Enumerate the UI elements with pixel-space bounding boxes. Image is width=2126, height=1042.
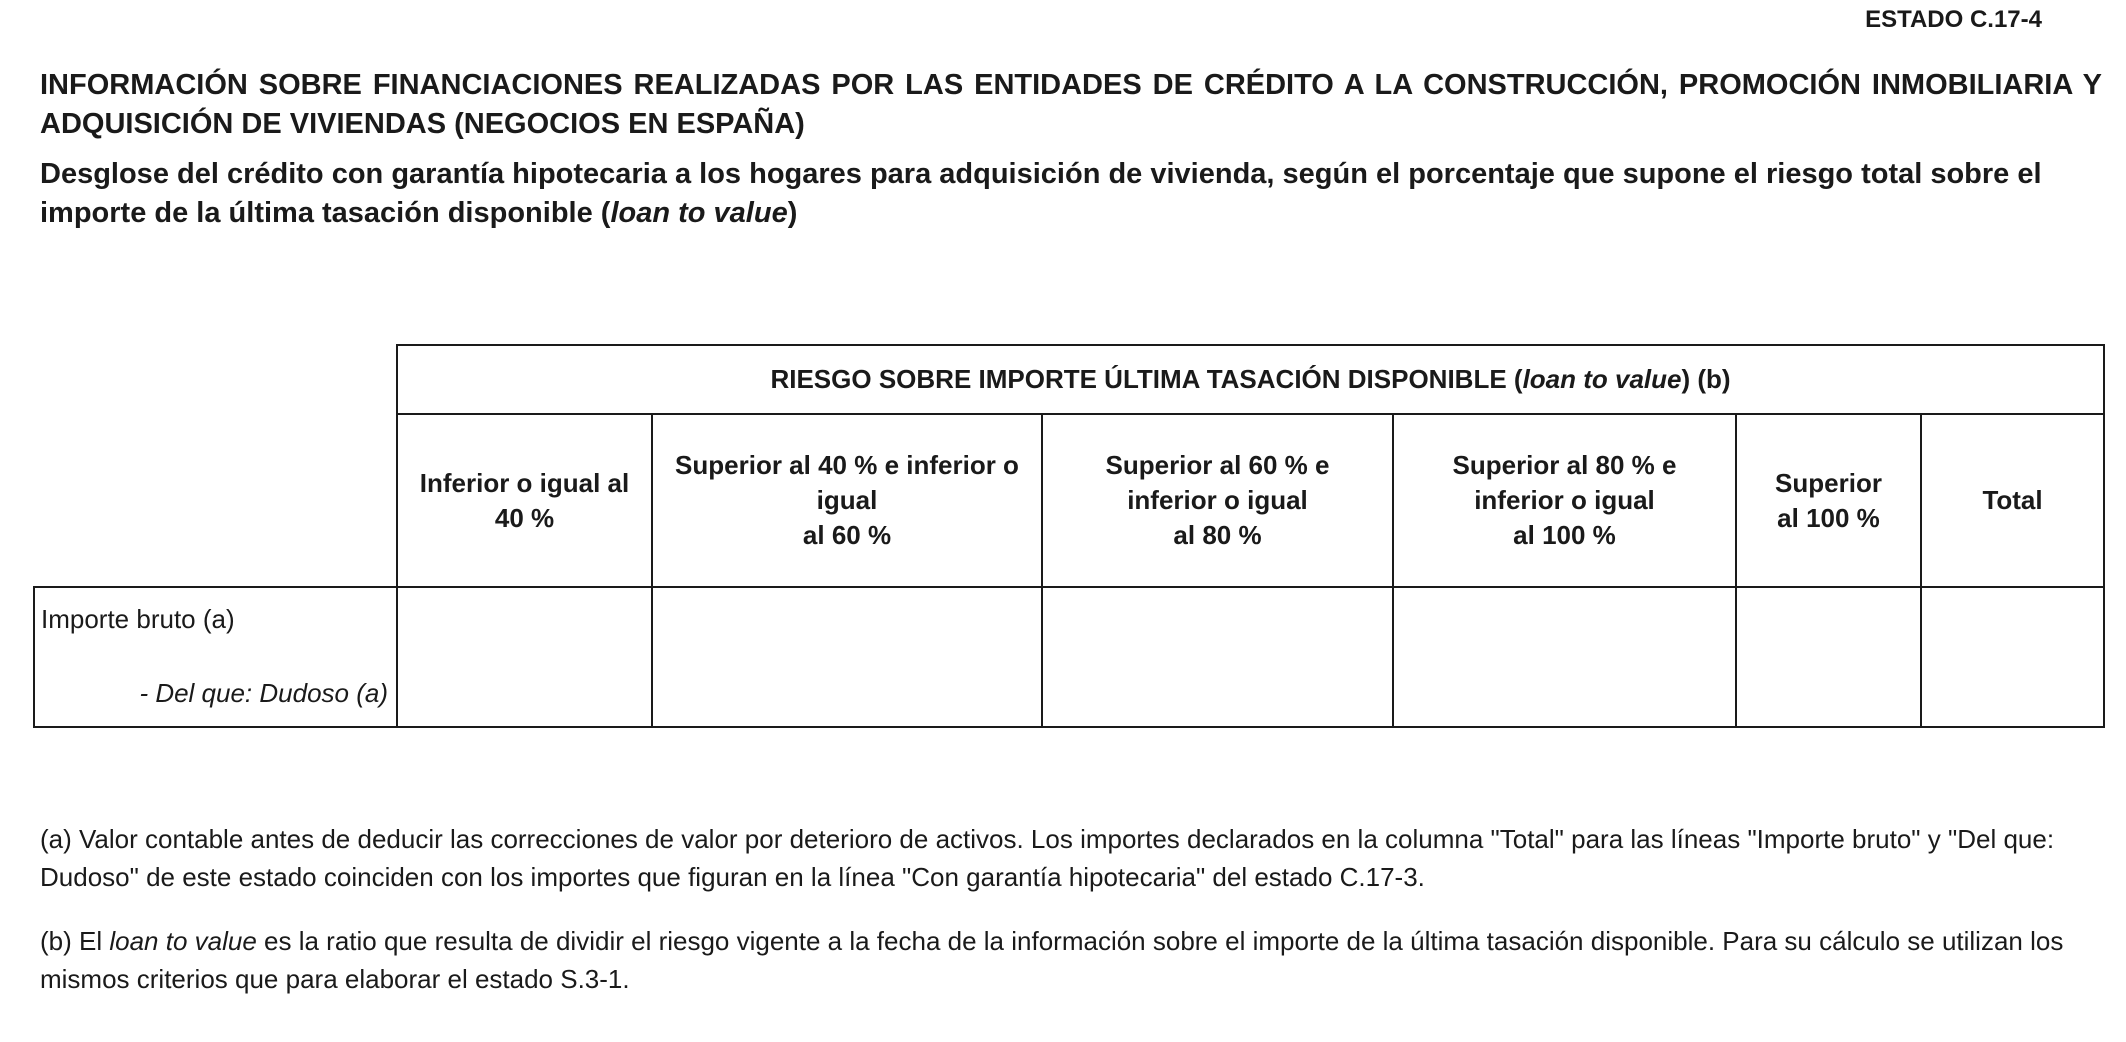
footnote-a: (a) Valor contable antes de deducir las correcciones de valor por deterioro de activos. Los importes declarados en la columna "Total" para las líneas "Importe bruto" y "Del que: Dudoso" de este estado coinciden con los importes que figuran en la línea "Con garantía hipotecaria" del estado C.17-3. [40,824,2055,892]
group-header-italic: loan to value [1522,364,1682,394]
col-header-line: al 100 % [1777,502,1880,533]
row-labels-cell [34,587,397,727]
footnote-b [40,922,2106,998]
col-header-line: Superior [1775,467,1882,498]
col-header-line: inferior o igual [1474,485,1655,515]
value-cell-80-100 [1393,587,1736,727]
col-header-gt-100 [1736,414,1921,587]
subtitle-suffix: ) [787,197,798,229]
footnote-b-text: es la ratio que resulta de dividir el riesgo vigente a la fecha de la información sobre el importe de la última tasación disponible. Para su cálculo se utilizan los mismos criterios que para elaborar el estado S.3-1. [40,926,2064,994]
ltv-table [33,344,2105,728]
col-header-line: Superior al 60 % e [1105,450,1330,480]
col-header-line: Superior al 80 % e [1452,450,1677,480]
ltv-group-header [397,345,2104,414]
value-cell-60-80 [1042,587,1393,727]
col-header-line: al 60 % [802,520,892,550]
subtitle-text: Desglose del crédito con garantía hipotecaria a los hogares para adquisición de vivienda, según el porcentaje que supone el riesgo total sobre el importe de la última tasación disponible ( [40,158,2042,229]
col-header-line: Inferior o igual al [419,467,630,498]
col-header-line: 40 % [494,502,555,533]
corner-blank-cell [34,345,397,587]
report-title: INFORMACIÓN SOBRE FINANCIACIONES REALIZADAS POR LAS ENTIDADES DE CRÉDITO A LA CONSTRUCCIÓN, PROMOCIÓN INMOBILIARIA Y ADQUISICIÓN DE VIVIENDAS (NEGOCIOS EN ESPAÑA) [40,69,2102,140]
col-header-80-100 [1393,414,1736,587]
col-header-60-80 [1042,414,1393,587]
col-header-line: Superior al 40 % e inferior o [675,450,1019,480]
col-header-line: Total [1982,485,2043,515]
row-label-importe-bruto: Importe bruto (a) [41,604,235,634]
estado-code: ESTADO C.17-4 [1865,6,2042,33]
col-header-40-60 [652,414,1042,587]
col-header-total [1921,414,2104,587]
footnote-b-prefix: (b) El [40,926,110,956]
col-header-le-40 [397,414,652,587]
col-header-line: igual [816,485,878,515]
group-header-suffix: ) (b) [1681,364,1731,394]
group-header-text: RIESGO SOBRE IMPORTE ÚLTIMA TASACIÓN DISPONIBLE ( [770,364,1523,394]
col-header-line: inferior o igual [1127,485,1308,515]
row-label-dudoso: - Del que: Dudoso (a) [139,678,388,708]
value-cell-40-60 [652,587,1042,727]
col-header-line: al 100 % [1513,520,1616,550]
value-cell-total [1921,587,2104,727]
subtitle-italic: loan to value [610,197,788,229]
value-cell-gt-100 [1736,587,1921,727]
footnote-b-italic: loan to value [109,926,257,956]
report-subtitle [40,155,2102,233]
col-header-line: al 80 % [1173,520,1262,550]
value-cell-le-40 [397,587,652,727]
